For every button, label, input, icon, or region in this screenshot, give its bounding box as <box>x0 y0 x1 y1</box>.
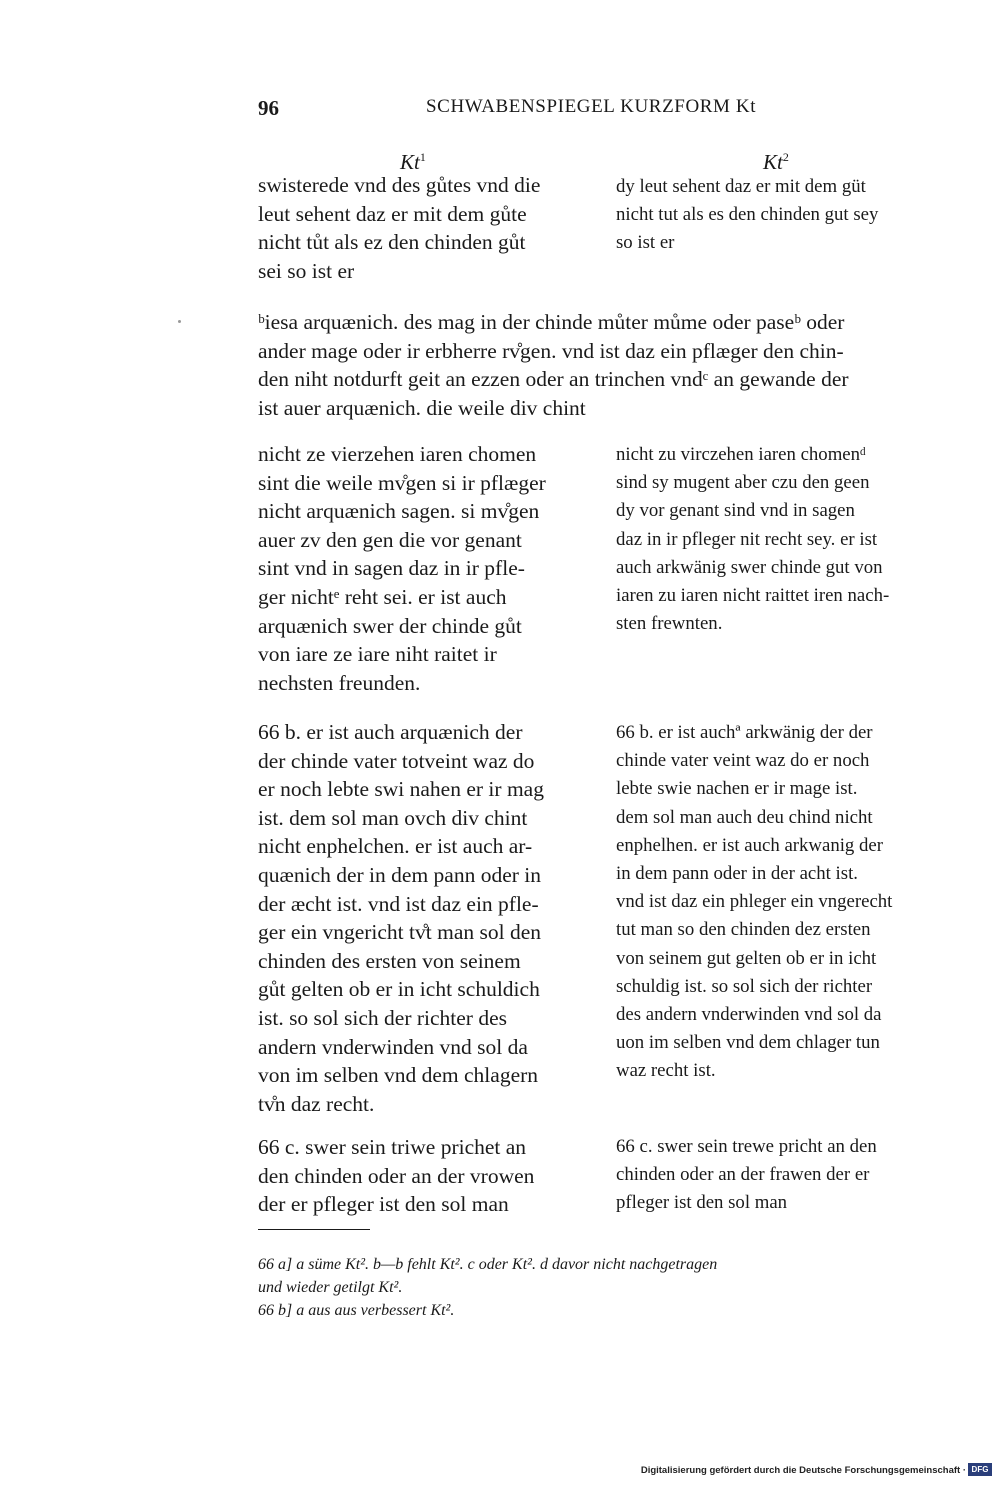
footnote-rule <box>258 1229 370 1230</box>
kt1-paragraph-66c: 66 c. swer sein triwe prichet an den chinden oder an der vrowen der er pfleger ist den sol man <box>258 1135 535 1217</box>
kt2-paragraph-1: dy leut sehent daz er mit dem güt nicht tut als es den chinden gut sey so ist er <box>616 176 879 254</box>
page-number: 96 <box>258 96 279 120</box>
kt2-paragraph-66b: 66 b. er ist auchª arkwänig der der chinde vater veint waz do er noch lebte swie nachen er ir mage ist. dem sol man auch deu chind nicht enphelhen. er ist auch arkwanig der in dem pann oder in der acht ist. vnd ist daz ein phleger ein vngerecht tut man so den chinden dez ersten von seinem gut gelten ob er in icht schuldig ist. so sol sich der richter des andern vnderwinden vnd sol da uon im selben vnd dem chlager tun waz recht ist. <box>616 722 893 1082</box>
shared-paragraph: ᵇiesa arquænich. des mag in der chinde můter můme oder paseᵇ oder ander mage oder ir erbherre rv̊gen. vnd ist daz ein pflæger den chin- den niht notdurft geit an ezzen oder an trinchen vndᶜ an gewande der ist auer arquænich. die weile div chint <box>258 310 849 420</box>
column-heading-kt2-sup: 2 <box>782 150 789 164</box>
scan-speck <box>178 320 181 323</box>
kt2-paragraph-2: nicht zu virczehen iaren chomenᵈ sind sy mugent aber czu den geen dy vor genant sind vnd in sagen daz in ir pfleger nit recht sey. er ist auch arkwänig swer chinde gut von iaren zu iaren nicht raittet iren nach- sten frewnten. <box>616 444 890 635</box>
kt2-paragraph-66c: 66 c. swer sein trewe pricht an den chinden oder an der frawen der er pfleger ist den sol man <box>616 1136 877 1214</box>
dfg-logo: DFG <box>968 1463 992 1476</box>
digitization-credit: Digitalisierung gefördert durch die Deutsche Forschungsgemeinschaft · <box>640 1465 966 1476</box>
footnote-66a: 66 a] a süme Kt². b—b fehlt Kt². c oder Kt². d davor nicht nachgetragen und wieder getilgt Kt². <box>258 1256 718 1296</box>
footnote-66b: 66 b] a aus aus verbessert Kt². <box>258 1302 455 1319</box>
kt1-paragraph-66b: 66 b. er ist auch arquænich der der chinde vater totveint waz do er noch lebte swi nahen er ir mag ist. dem sol man ovch div chint nicht enphelchen. er ist auch ar- quænich der in dem pann oder in der æcht ist. vnd ist daz ein pfle- ger ein vngericht tv̊t man sol den chinden des ersten von seinem gůt gelten ob er in icht schuldich ist. so sol sich der richter des andern vnderwinden vnd sol da von im selben vnd dem chlagern tv̊n daz recht. <box>258 720 544 1116</box>
running-title: SCHWABENSPIEGEL KURZFORM Kt <box>426 96 757 117</box>
column-heading-kt2-text: Kt <box>763 150 783 174</box>
column-heading-kt1-text: Kt <box>400 150 420 174</box>
kt1-paragraph-2: nicht ze vierzehen iaren chomen sint die weile mv̊gen si ir pflæger nicht arquænich sagen. si mv̊gen auer zv den gen die vor genant sint vnd in sagen daz in ir pfle- ger nichtᵉ reht sei. er ist auch arquænich swer der chinde gůt von iare ze iare niht raitet ir nechsten freunden. <box>258 442 546 695</box>
kt1-paragraph-1: swisterede vnd des gůtes vnd die leut sehent daz er mit dem gůte nicht tůt als ez den chinden gůt sei so ist er <box>258 173 541 283</box>
column-heading-kt1-sup: 1 <box>419 150 426 164</box>
column-heading-kt2 <box>763 150 789 175</box>
page-header <box>258 96 948 124</box>
